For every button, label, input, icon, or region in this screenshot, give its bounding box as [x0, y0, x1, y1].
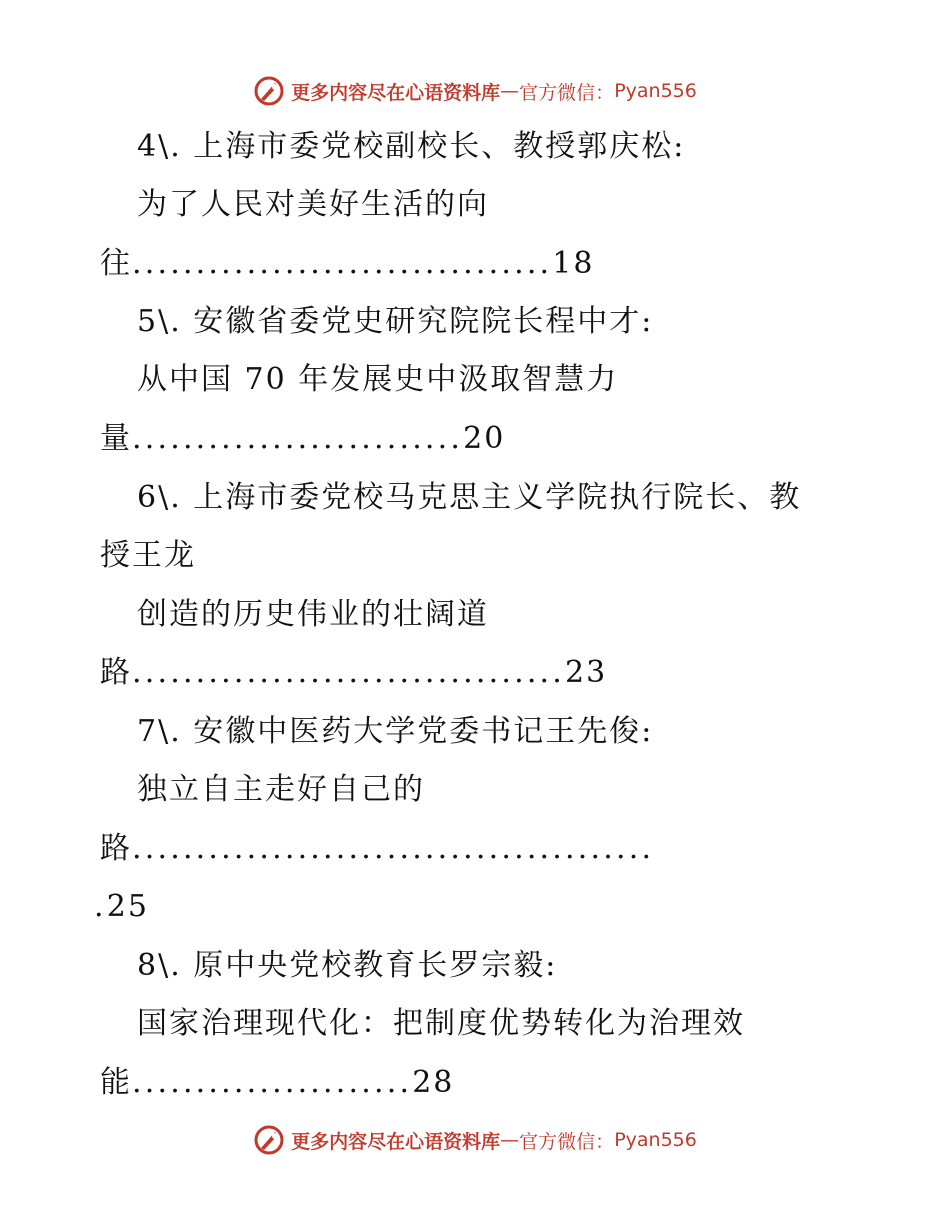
brand-dash: — [500, 80, 520, 102]
toc-text: 从中国 70 年发展史中汲取智慧力 [137, 362, 619, 397]
toc-text: 能 [100, 1065, 132, 1100]
toc-text: 6\. 上海市委党校马克思主义学院执行院长、教 [137, 480, 802, 515]
footer-watermark [0, 1120, 950, 1160]
toc-entry-4-title [137, 185, 950, 225]
toc-entry-6-heading [137, 478, 950, 518]
wechat-label: 官方微信： [519, 1130, 615, 1153]
toc-text: 国家治理现代化：把制度优势转化为治理效 [137, 1006, 745, 1041]
toc-text: 4\. 上海市委党校副校长、教授郭庆松: [137, 129, 686, 164]
brand-text: 更多内容尽在心语资料库 [291, 1130, 501, 1153]
wechat-id: Pyan556 [614, 1129, 697, 1151]
toc-entry-8-leader [100, 1063, 950, 1103]
toc-entry-5-title [137, 360, 950, 400]
toc-text: 5\. 安徽省委党史研究院院长程中才: [137, 304, 654, 339]
toc-text: 量 [100, 421, 132, 456]
toc-text: 8\. 原中央党校教育长罗宗毅: [137, 948, 558, 983]
toc-entry-6-leader [100, 653, 950, 693]
header-watermark [0, 71, 950, 111]
wechat-label: 官方微信： [519, 81, 615, 104]
brand-dash: — [500, 1129, 520, 1151]
toc-dots: ......................................... [132, 831, 655, 866]
toc-entry-7-page-wrap [94, 887, 950, 927]
toc-text: 路 [100, 655, 132, 690]
toc-dots: .................................. [132, 655, 566, 690]
toc-text: 为了人民对美好生活的向 [137, 187, 489, 222]
toc-dots: ................................. [132, 246, 553, 281]
toc-text: 授王龙 [100, 538, 196, 573]
toc-page-number: 28 [412, 1065, 455, 1100]
toc-entry-6-heading-cont [100, 536, 950, 576]
quill-logo-icon [253, 1124, 285, 1156]
wechat-id: Pyan556 [614, 80, 697, 102]
toc-page-number: 18 [552, 246, 595, 281]
toc-page-number: 20 [463, 421, 506, 456]
toc-entry-4-leader [100, 244, 950, 284]
toc-entry-5-leader [100, 419, 950, 459]
toc-entry-7-heading [137, 712, 950, 752]
toc-text: 创造的历史伟业的壮阔道 [137, 597, 489, 632]
quill-logo-icon [253, 75, 285, 107]
toc-text: 独立自主走好自己的 [137, 772, 425, 807]
toc-dots: . [94, 889, 107, 924]
toc-entry-8-title [137, 1004, 950, 1044]
toc-entry-7-leader [100, 829, 950, 869]
brand-text: 更多内容尽在心语资料库 [291, 81, 501, 104]
toc-text: 往 [100, 246, 132, 281]
toc-entry-8-heading [137, 946, 950, 986]
toc-dots: ...................... [132, 1065, 413, 1100]
toc-page-number: 25 [106, 889, 149, 924]
toc-entry-4-heading [137, 127, 950, 167]
toc-page-number: 23 [565, 655, 608, 690]
toc-entry-6-title [137, 595, 950, 635]
toc-text: 7\. 安徽中医药大学党委书记王先俊: [137, 714, 654, 749]
toc-dots: .......................... [132, 421, 464, 456]
toc-text: 路 [100, 831, 132, 866]
toc-entry-7-title [137, 770, 950, 810]
toc-entry-5-heading [137, 302, 950, 342]
